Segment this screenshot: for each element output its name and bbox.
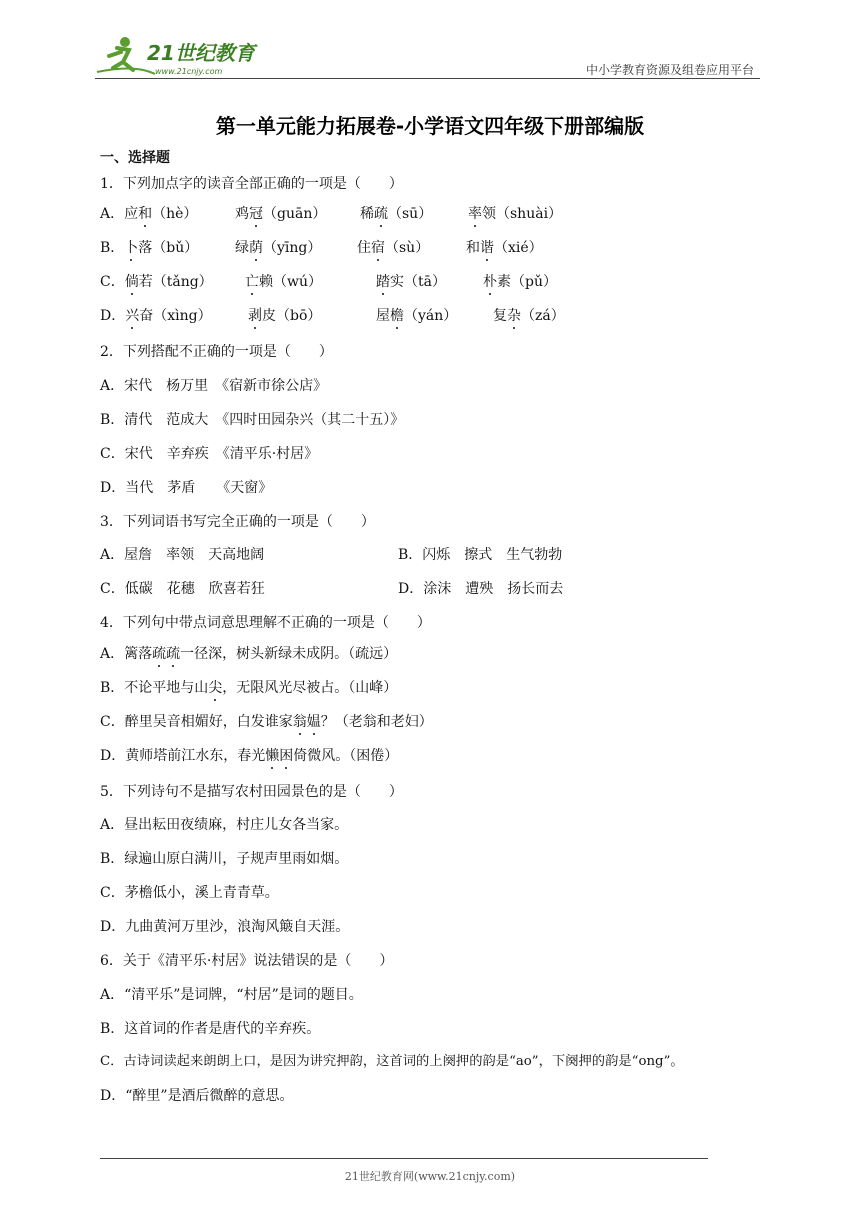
q4-option-d: D．黄师塔前江水东，春光懒困倚微风。（困倦） (100, 748, 399, 764)
q3-option-a: A．屋詹 率领 天高地阔 (100, 547, 265, 563)
q1-c-4: 朴素（pǔ） (483, 274, 557, 290)
q1-d-4: 复杂（zá） (493, 308, 565, 324)
q4-option-b: B．不论平地与山尖，无限风光尽被占。（山峰） (100, 680, 398, 696)
q1-d-2: 剥皮（bō） (248, 308, 322, 324)
q5-option-a: A．昼出耘田夜绩麻，村庄儿女各当家。 (100, 817, 349, 833)
q5-option-d: D．九曲黄河万里沙，浪淘风簸自天涯。 (100, 919, 350, 935)
q1-d-1: D．兴奋（xìng） (100, 308, 212, 324)
q1-c-2: 亡赖（wú） (245, 274, 322, 290)
q1-d-3: 屋檐（yán） (376, 308, 458, 324)
q4-option-c: C．醉里吴音相媚好，白发谁家翁媪？（老翁和老妇） (100, 714, 433, 730)
svg-text:www.21cnjy.com: www.21cnjy.com (155, 67, 223, 76)
header-divider (95, 78, 760, 79)
svg-text:21世纪教育: 21世纪教育 (147, 41, 255, 65)
q6-option-d: D．“醉里”是酒后微醉的意思。 (100, 1088, 294, 1104)
footer-divider (100, 1158, 708, 1159)
question-1-stem: 1．下列加点字的读音全部正确的一项是（ ） (100, 176, 403, 192)
q2-option-d: D．当代 茅盾 《天窗》 (100, 480, 273, 496)
q1-a-3: 稀疏（sū） (360, 206, 433, 222)
q1-b-1: B．卜落（bǔ） (100, 240, 199, 256)
q2-option-c: C．宋代 辛弃疾 《清平乐·村居》 (100, 446, 319, 462)
q3-option-b: B．闪烁 擦式 生气勃勃 (398, 547, 563, 563)
q1-b-4: 和谐（xié） (466, 240, 543, 256)
q1-b-3: 住宿（sù） (357, 240, 430, 256)
q5-option-b: B．绿遍山原白满川，子规声里雨如烟。 (100, 851, 349, 867)
q2-option-b: B．清代 范成大 《四时田园杂兴（其二十五）》 (100, 412, 405, 428)
q1-c-3: 踏实（tā） (376, 274, 446, 290)
q2-option-a: A．宋代 杨万里 《宿新市徐公店》 (100, 378, 328, 394)
q3-option-d: D．涂沫 遭殃 扬长而去 (398, 581, 564, 597)
page-header (95, 34, 760, 80)
platform-name: 中小学教育资源及组卷应用平台 (585, 63, 754, 77)
section-heading: 一、选择题 (100, 150, 170, 166)
page-title: 第一单元能力拓展卷-小学语文四年级下册部编版 (215, 114, 645, 138)
q1-a-1: A．应和（hè） (100, 206, 198, 222)
q6-option-b: B．这首词的作者是唐代的辛弃疾。 (100, 1021, 321, 1037)
question-6-stem: 6．关于《清平乐·村居》说法错误的是（ ） (100, 953, 394, 969)
q1-a-2: 鸡冠（guān） (235, 206, 327, 222)
question-3-stem: 3．下列词语书写完全正确的一项是（ ） (100, 514, 375, 530)
site-logo (95, 34, 265, 78)
question-4-stem: 4．下列句中带点词意思理解不正确的一项是（ ） (100, 615, 431, 631)
q6-option-a: A．“清平乐”是词牌，“村居”是词的题目。 (100, 987, 363, 1003)
q1-b-2: 绿荫（yīng） (235, 240, 322, 256)
q6-option-c: C．古诗词读起来朗朗上口，是因为讲究押韵，这首词的上阕押的韵是“ao”，下阕押的韵是“ong”。 (100, 1054, 684, 1069)
q5-option-c: C．茅檐低小，溪上青青草。 (100, 885, 279, 901)
q1-a-4: 率领（shuài） (468, 206, 563, 222)
q4-option-a: A．篱落疏疏一径深，树头新绿未成阴。（疏远） (100, 646, 398, 662)
question-5-stem: 5．下列诗句不是描写农村田园景色的是（ ） (100, 784, 403, 800)
q3-option-c: C．低碳 花穗 欣喜若狂 (100, 581, 265, 597)
q1-c-1: C．倘若（tǎng） (100, 274, 213, 290)
question-2-stem: 2．下列搭配不正确的一项是（ ） (100, 344, 333, 360)
footer-text: 21世纪教育网(www.21cnjy.com) (344, 1170, 516, 1183)
